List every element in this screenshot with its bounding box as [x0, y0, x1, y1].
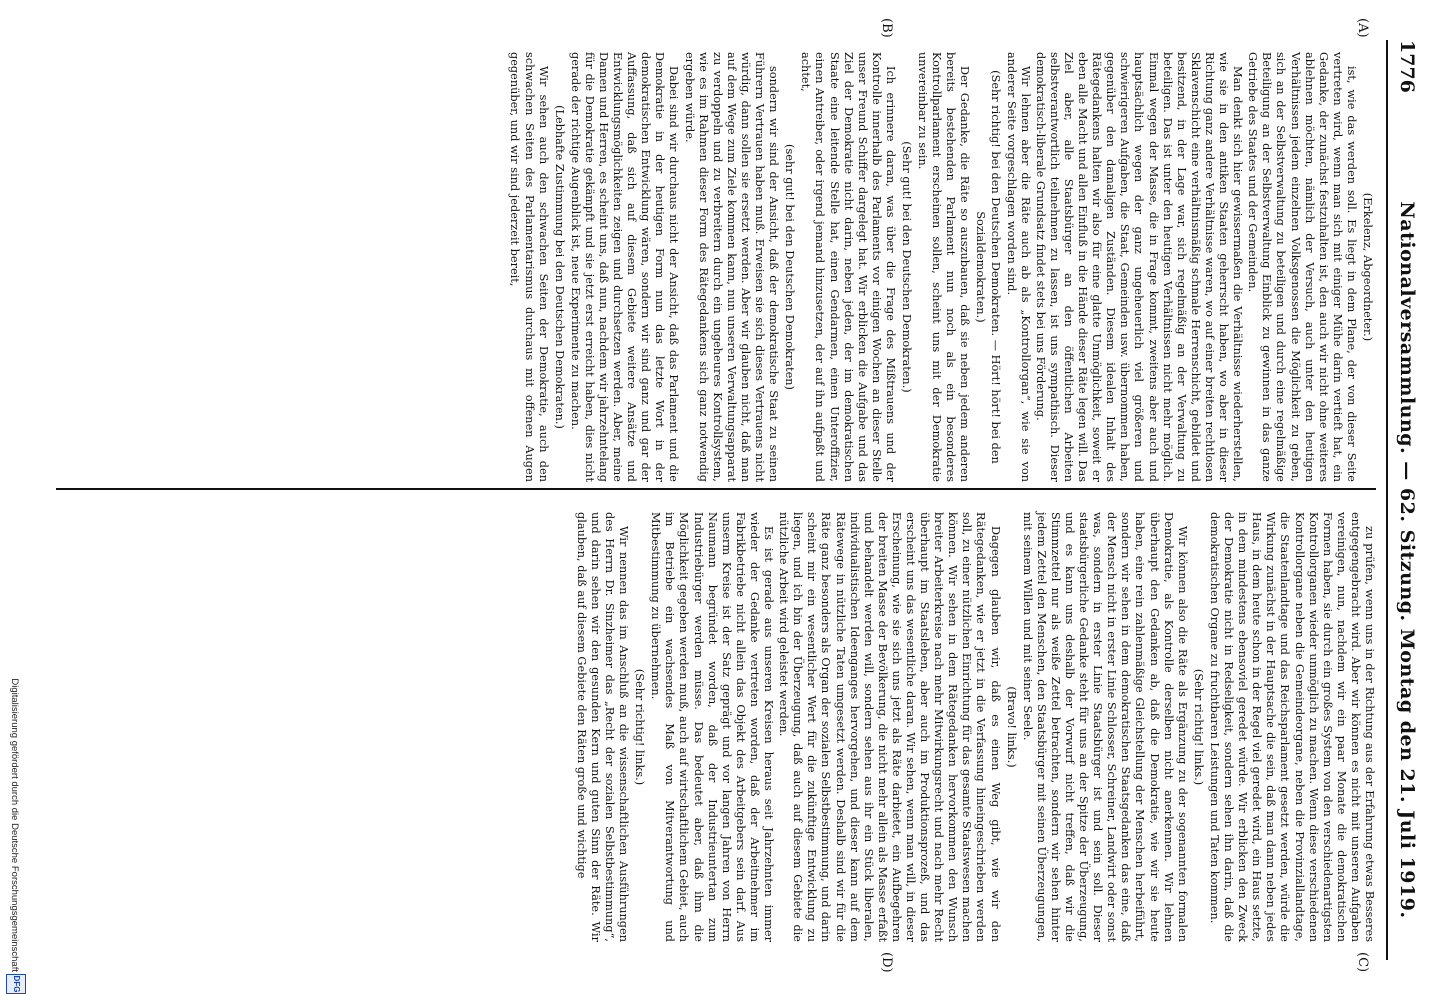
dfg-logo: DFG: [6, 974, 26, 994]
paragraph: Dagegen glauben wir, daß es einen Weg gibt, wie wir den Rätegedanken, wie er jetzt in die Verfassung hineingeschrieben werden soll, zu einer nützlichen Einrichtung für das gesamte Staatswesen machen können. Wir sehen in dem Rätegedanken hervorkommen den Wunsch breiter Arbeiterkreise nach mehr Mitwirkungsrecht und nach mehr Recht überhaupt im Staatsleben, aber auch im Produktionsprozeß, und das erscheint uns das wesentliche daran. Wir sehen, wenn man will, in dieser Erscheinung, wie sie sich uns jetzt als Räte darbietet, ein Aufbegehren der breiten Masse der Bevölkerung, die nicht mehr allein als Masse erfaßt und behandelt werden will, sondern sehen aus ihr ein Stück liberalen, individualistischen Ideenganges hervorgehen, und dieser kann auf dem Rätewege in nützliche Taten umgesetzt werden. Deshalb sind wir für die Räte ganz besonders als Organ der sozialen Selbstbestimmung, und darin scheint mir ein wesentlicher Wert für die zukünftige Entwicklung zu liegen, und ich bin der Überzeugung, daß auch auf diesem Gebiete die nützliche Arbeit wird geleistet werden.: [777, 512, 1002, 942]
margin-marker-d: (D): [879, 952, 894, 973]
header-rule: [1386, 40, 1388, 960]
page-title: Nationalversammlung. — 62. Sitzung. Montag den 21. Juli 1919.: [1396, 201, 1418, 919]
paragraph: Wir können also die Räte als Ergänzung zu der sogenannten formalen Demokratie, als Kontrolle derselben nicht anerkennen. Wir lehnen überhaupt den Gedanken ab, daß die Demokratie, wie wir sie heute haben, eine rein zahlenmäßige Gleichstellung der Menschen herbeiführt, sondern wir sehen in dem demokratischen Staatsgedanken das eine, daß der Mensch nicht in erster Linie Schlosser, Schreiner, Landwirt oder sonst was, sondern in erster Linie Staatsbürger ist und sein soll. Dieser staatsbürgerliche Gedanke steht für uns an der Spitze der Überzeugung, und es kann uns deshalb der Vorwurf nicht treffen, daß wir die Stimmzettel nur als weiße Zettel betrachten, sondern wir sehen hinter jedem Zettel den Menschen, den Staatsbürger mit seinen Überzeugungen, mit seinem Willen und mit seiner Seele.: [1020, 512, 1189, 942]
margin-marker-b: (B): [879, 18, 894, 38]
interjection: (Sehr gut! bei den Deutschen Demokraten.): [900, 141, 913, 393]
margin-marker-a: (A): [1355, 18, 1370, 38]
left-column: [506, 52, 1376, 482]
paragraph: sondern wir sind der Ansicht, daß der demokratische Staat zu seinen Führern Vertrauen haben muß. Erweisen sie sich dieses Vertrauens nicht würdig, dann sollen sie ersetzt werden. Aber wir glauben nicht, daß man auf dem Wege zum Ziele kommen kann, nun unseren Verwaltungsapparat zu verdoppeln und zu verbreitern durch ein ungeheures Kontrollsystem, wie es im Rahmen dieser Form des Rätegedankens sich ganz notwendig ergeben würde.: [682, 52, 781, 482]
paragraph: Man denkt sich hier gewissermaßen die Verhältnisse wiederherstellen, wie sie in den antiken Staaten geherrscht haben, wo aber in dieser Richtung ganz andere Verhältnisse waren, wo auf einer breiten rechtlosen Sklavenschicht eine verhältnismäßig schmale Herrenschicht, gebildet und besitzend, in der Lage war, sich regelmäßig an der Verwaltung zu beteiligen. Das ist unter den heutigen Verhältnissen nicht mehr möglich. Einmal wegen der Masse, die in Frage kommt, zweitens aber auch und hauptsächlich wegen der ganz ungeheuerlich viel größeren und schwierigeren Aufgaben, die Staat, Gemeinden usw. übernommen haben, gegenüber den damaligen Zuständen. Diesem idealen Inhalt des Rätegedankens halten wir also für eine glatte Unmöglichkeit, soweit er eben alle Macht und allen Einfluß in die Hände dieser Räte legen will. Das Ziel aber, alle Staatsbürger an den öffentlichen Arbeiten selbstverantwortlich teilnehmen zu lassen, ist uns sympathisch. Dieser demokratisch-liberale Grundsatz findet stets bei uns Förderung.: [1033, 52, 1245, 482]
funding-note: Digitalisierung gefördert durch die Deutsche Forschungsgemeinschaft: [9, 678, 20, 972]
paragraph: zu prüfen, wenn uns in der Richtung aus der Erfahrung etwas Besseres entgegengebracht wird. Aber wir können es nicht mit unseren Aufgaben vereinigen, nun, nachdem wir ein paar Monate die demokratischen Formen haben, sie durch ein großes System von den verschiedenartigsten Kontrollorganen wieder unmöglich zu machen. Wenn diese verschiedenen Kontrollorgane neben die Gemeindeorgane, neben die Provinziallandtage, die Staatenlandtage und das Reichsparlament gesetzt werden, würde die Wirkung zunächst in der Hauptsache die sein, daß man dann neben jedes Haus, in dem heute schon in der Regel viel geredet wird, ein Haus setzte, in dem mindestens ebensoviel geredet würde. Wir erblicken den Zweck der Demokratie nicht in Redseligkeit, sondern sehen ihn darin, daß die demokratischen Organe zu fruchtbaren Leistungen und Taten kommen.: [1207, 512, 1376, 942]
paragraph: Ich erinnere daran, was über die Frage des Mißtrauens und der Kontrolle innerhalb des Parlaments vor einigen Wochen an dieser Stelle unser Freund Schiffer dargelegt hat. Wir erblicken die Aufgabe und das Ziel der Demokratie nicht darin, neben jeden, der im demokratischen Staate eine leitende Stelle hat, einen Gendarmen, einen Unteroffizier, einen Antreiber, oder irgend jemand hinzusetzen, der auf ihn aufpaßt und achtet,: [799, 52, 897, 482]
page-header: [1386, 40, 1422, 960]
page-number: 1776: [1396, 40, 1418, 93]
interjection: (Sehr richtig! links.): [633, 668, 647, 786]
paragraph: Dabei sind wir durchaus nicht der Ansicht, daß das Parlament und die Demokratie in der heutigen Form nun das letzte Wort in der demokratischen Entwicklung wären, sondern wir sind ganz und gar der Auffassung, daß sich auf diesem Gebiete weitere Ansätze und Entwicklungsmöglichkeiten zeigen und durchsetzen werden. Aber, meine Damen und Herren, es scheint uns, daß nun, nachdem wir jahrzehntelang für die Demokratie gekämpft und sie jetzt erst erreicht haben, dies nicht gerade der richtige Augenblick ist, neue Experimente zu machen.: [568, 52, 681, 482]
paragraph: Wir nennen das im Anschluß an die wissenschaftlichen Ausführungen des Herrn Dr. Sinzheimer das „Recht der sozialen Selbstbestimmung“, und darin sehen wir den gesunden Kern und guten Sinn der Räte. Wir glauben, daß auf diesem Gebiete den Räten große und wichtige: [574, 512, 631, 942]
right-column: [573, 512, 1376, 942]
paragraph: Wir sehen auch den schwachen Seiten der Demokratie, auch den schwachen Seiten des Parlamentarismus durchaus mit offenen Augen gegenüber, und wir sind jederzeit bereit,: [508, 52, 550, 482]
interjection: (Lebhafte Zustimmung bei den Deutschen Demokraten.): [552, 105, 566, 429]
column-divider: [56, 488, 1376, 490]
margin-marker-c: (C): [1355, 952, 1370, 973]
paragraph: ist, wie das werden soll. Es liegt in dem Plane, der von dieser Seite vertreten wird, wenn man sich mit einiger Mühe darin vertieft hat, ein Gedanke, der zunächst festzuhalten ist, den auch wir nicht ohne weiteres ablehnen möchten, nämlich der Versuch, auch unter den heutigen Verhältnissen jedem einzelnen Volksgenossen die Möglichkeit zu geben, sich an der Selbstverwaltung zu beteiligen und durch eine regelmäßige Beteiligung an der Selbstverwaltung Einblick zu gewinnen in das ganze Getriebe des Staates und der Gemeinden.: [1246, 52, 1358, 482]
paragraph: Der Gedanke, die Räte so auszubauen, daß sie neben jedem anderen bereits bestehenden Parlament nun noch als ein besonderes Kontrollparlament erscheinen sollen, scheint uns mit der Demokratie unvereinbar zu sein.: [916, 52, 972, 482]
interjection: (sehr gut! bei den Deutschen Demokraten): [783, 144, 797, 390]
speaker-line: (Erkelenz, Abgeordneter.): [1361, 192, 1374, 342]
paragraph: Wir lehnen aber die Räte auch ab als „Kontrollorgan“, wie sie von anderer Seite vorgeschlagen worden sind.: [1004, 52, 1032, 482]
interjection: (Sehr richtig! links.): [1191, 668, 1205, 786]
interjection: (Sehr richtig! bei den Deutschen Demokraten. — Hört! hört! bei den Sozialdemokraten.): [974, 70, 1002, 464]
paragraph: Es ist gerade aus unseren Kreisen heraus seit Jahrzehnten immer wieder der Gedanke vertreten worden, daß der Arbeitnehmer im Fabrikbetriebe nicht allein das Objekt des Arbeitgebers sein darf. Aus unserm Kreise ist der Satz geprägt und vor langen Jahren von Herrn Naumann begründet worden, daß der Industrieuntertan zum Industriebürger werden müsse. Das bedeutet aber, daß ihm die Möglichkeit gegeben werden muß, auch auf wirtschaftlichem Gebiet, auch im Betriebe ein wachsendes Maß von Mitverantwortung und Mitbestimmung zu übernehmen.: [649, 512, 776, 942]
interjection: (Bravo! links.): [1004, 686, 1018, 768]
